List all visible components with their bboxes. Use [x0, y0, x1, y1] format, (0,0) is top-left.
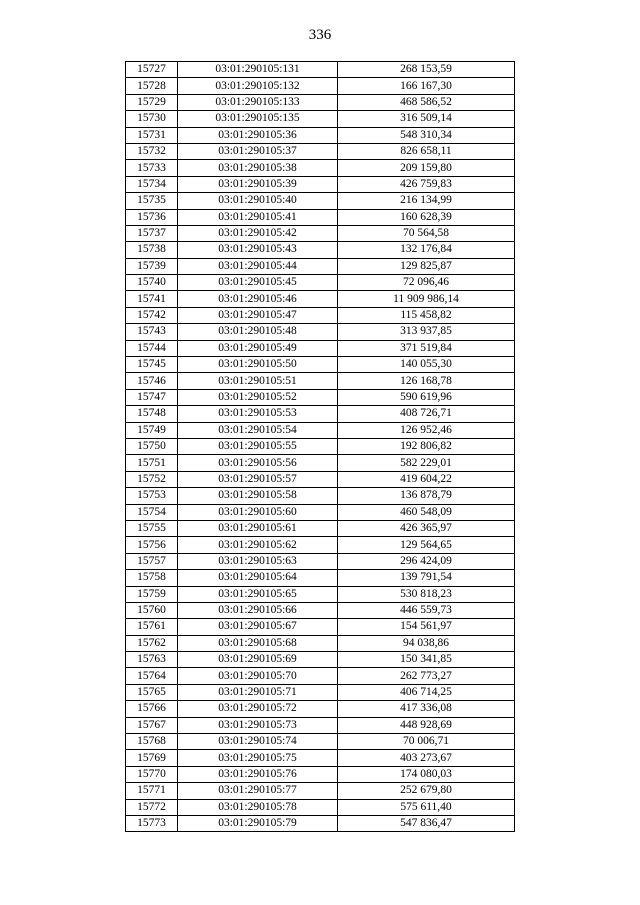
cadastral-number-cell: 03:01:290105:38 — [178, 160, 338, 176]
table-row — [126, 324, 515, 340]
cadastral-value-cell: 426 365,97 — [338, 520, 515, 536]
row-number-cell: 15749 — [126, 422, 178, 438]
table-row — [126, 602, 515, 618]
cadastral-number-cell: 03:01:290105:41 — [178, 209, 338, 225]
cadastral-number-cell: 03:01:290105:69 — [178, 652, 338, 668]
table-row — [126, 422, 515, 438]
cadastral-number-cell: 03:01:290105:40 — [178, 193, 338, 209]
cadastral-value-cell: 406 714,25 — [338, 684, 515, 700]
row-number-cell: 15758 — [126, 570, 178, 586]
cadastral-number-cell: 03:01:290105:78 — [178, 799, 338, 815]
table-row — [126, 389, 515, 405]
cadastral-number-cell: 03:01:290105:133 — [178, 94, 338, 110]
table-row — [126, 307, 515, 323]
table-row — [126, 520, 515, 536]
table-row — [126, 717, 515, 733]
row-number-cell: 15767 — [126, 717, 178, 733]
row-number-cell: 15766 — [126, 701, 178, 717]
cadastral-value-cell: 140 055,30 — [338, 357, 515, 373]
row-number-cell: 15771 — [126, 783, 178, 799]
cadastral-number-cell: 03:01:290105:45 — [178, 275, 338, 291]
cadastral-number-cell: 03:01:290105:74 — [178, 734, 338, 750]
row-number-cell: 15731 — [126, 127, 178, 143]
cadastral-value-cell: 174 080,03 — [338, 766, 515, 782]
cadastral-number-cell: 03:01:290105:64 — [178, 570, 338, 586]
cadastral-number-cell: 03:01:290105:79 — [178, 815, 338, 831]
row-number-cell: 15768 — [126, 734, 178, 750]
cadastral-value-table — [125, 61, 515, 832]
table-row — [126, 160, 515, 176]
cadastral-number-cell: 03:01:290105:56 — [178, 455, 338, 471]
cadastral-number-cell: 03:01:290105:135 — [178, 111, 338, 127]
cadastral-value-cell: 252 679,80 — [338, 783, 515, 799]
row-number-cell: 15740 — [126, 275, 178, 291]
cadastral-number-cell: 03:01:290105:39 — [178, 176, 338, 192]
table-row — [126, 537, 515, 553]
cadastral-value-cell: 826 658,11 — [338, 143, 515, 159]
row-number-cell: 15738 — [126, 242, 178, 258]
cadastral-number-cell: 03:01:290105:73 — [178, 717, 338, 733]
table-row — [126, 242, 515, 258]
cadastral-value-cell: 313 937,85 — [338, 324, 515, 340]
table-row — [126, 619, 515, 635]
table-row — [126, 176, 515, 192]
table-row — [126, 734, 515, 750]
table-row — [126, 815, 515, 831]
table-row — [126, 78, 515, 94]
cadastral-value-cell: 296 424,09 — [338, 553, 515, 569]
row-number-cell: 15756 — [126, 537, 178, 553]
cadastral-value-cell: 160 628,39 — [338, 209, 515, 225]
cadastral-value-cell: 136 878,79 — [338, 488, 515, 504]
row-number-cell: 15727 — [126, 62, 178, 78]
cadastral-value-cell: 115 458,82 — [338, 307, 515, 323]
cadastral-value-cell: 139 791,54 — [338, 570, 515, 586]
row-number-cell: 15770 — [126, 766, 178, 782]
table-row — [126, 488, 515, 504]
row-number-cell: 15743 — [126, 324, 178, 340]
row-number-cell: 15759 — [126, 586, 178, 602]
page-number: 336 — [308, 27, 332, 43]
row-number-cell: 15736 — [126, 209, 178, 225]
table-row — [126, 750, 515, 766]
table-row — [126, 701, 515, 717]
row-number-cell: 15773 — [126, 815, 178, 831]
row-number-cell: 15761 — [126, 619, 178, 635]
row-number-cell: 15746 — [126, 373, 178, 389]
row-number-cell: 15739 — [126, 258, 178, 274]
cadastral-number-cell: 03:01:290105:49 — [178, 340, 338, 356]
row-number-cell: 15762 — [126, 635, 178, 651]
cadastral-number-cell: 03:01:290105:66 — [178, 602, 338, 618]
table-row — [126, 406, 515, 422]
table-row — [126, 668, 515, 684]
cadastral-value-cell: 417 336,08 — [338, 701, 515, 717]
cadastral-number-cell: 03:01:290105:53 — [178, 406, 338, 422]
table-row — [126, 209, 515, 225]
row-number-cell: 15757 — [126, 553, 178, 569]
table-row — [126, 225, 515, 241]
row-number-cell: 15769 — [126, 750, 178, 766]
cadastral-value-cell: 129 564,65 — [338, 537, 515, 553]
cadastral-value-cell: 166 167,30 — [338, 78, 515, 94]
row-number-cell: 15748 — [126, 406, 178, 422]
cadastral-number-cell: 03:01:290105:57 — [178, 471, 338, 487]
table-row — [126, 258, 515, 274]
cadastral-number-cell: 03:01:290105:71 — [178, 684, 338, 700]
row-number-cell: 15772 — [126, 799, 178, 815]
row-number-cell: 15741 — [126, 291, 178, 307]
cadastral-number-cell: 03:01:290105:48 — [178, 324, 338, 340]
table-row — [126, 438, 515, 454]
cadastral-number-cell: 03:01:290105:70 — [178, 668, 338, 684]
cadastral-value-cell: 403 273,67 — [338, 750, 515, 766]
table-row — [126, 111, 515, 127]
row-number-cell: 15763 — [126, 652, 178, 668]
cadastral-number-cell: 03:01:290105:75 — [178, 750, 338, 766]
cadastral-value-cell: 468 586,52 — [338, 94, 515, 110]
cadastral-number-cell: 03:01:290105:67 — [178, 619, 338, 635]
table-row — [126, 455, 515, 471]
row-number-cell: 15764 — [126, 668, 178, 684]
row-number-cell: 15733 — [126, 160, 178, 176]
table-row — [126, 275, 515, 291]
row-number-cell: 15730 — [126, 111, 178, 127]
table-row — [126, 504, 515, 520]
cadastral-value-cell: 154 561,97 — [338, 619, 515, 635]
cadastral-number-cell: 03:01:290105:61 — [178, 520, 338, 536]
cadastral-number-cell: 03:01:290105:77 — [178, 783, 338, 799]
cadastral-value-cell: 150 341,85 — [338, 652, 515, 668]
cadastral-number-cell: 03:01:290105:60 — [178, 504, 338, 520]
cadastral-value-cell: 419 604,22 — [338, 471, 515, 487]
table-row — [126, 570, 515, 586]
table-body — [126, 62, 515, 832]
row-number-cell: 15754 — [126, 504, 178, 520]
cadastral-number-cell: 03:01:290105:63 — [178, 553, 338, 569]
table-row — [126, 553, 515, 569]
table-row — [126, 193, 515, 209]
cadastral-number-cell: 03:01:290105:44 — [178, 258, 338, 274]
cadastral-value-cell: 408 726,71 — [338, 406, 515, 422]
table-row — [126, 635, 515, 651]
cadastral-number-cell: 03:01:290105:42 — [178, 225, 338, 241]
cadastral-number-cell: 03:01:290105:132 — [178, 78, 338, 94]
row-number-cell: 15765 — [126, 684, 178, 700]
row-number-cell: 15744 — [126, 340, 178, 356]
cadastral-number-cell: 03:01:290105:65 — [178, 586, 338, 602]
cadastral-number-cell: 03:01:290105:54 — [178, 422, 338, 438]
cadastral-number-cell: 03:01:290105:76 — [178, 766, 338, 782]
table-row — [126, 340, 515, 356]
cadastral-value-cell: 129 825,87 — [338, 258, 515, 274]
cadastral-value-cell: 209 159,80 — [338, 160, 515, 176]
cadastral-value-cell: 448 928,69 — [338, 717, 515, 733]
row-number-cell: 15760 — [126, 602, 178, 618]
cadastral-value-cell: 268 153,59 — [338, 62, 515, 78]
cadastral-value-cell: 72 096,46 — [338, 275, 515, 291]
cadastral-number-cell: 03:01:290105:47 — [178, 307, 338, 323]
row-number-cell: 15751 — [126, 455, 178, 471]
table-row — [126, 684, 515, 700]
cadastral-number-cell: 03:01:290105:51 — [178, 373, 338, 389]
cadastral-value-cell: 126 952,46 — [338, 422, 515, 438]
cadastral-number-cell: 03:01:290105:52 — [178, 389, 338, 405]
table-row — [126, 94, 515, 110]
table-row — [126, 586, 515, 602]
cadastral-value-cell: 460 548,09 — [338, 504, 515, 520]
cadastral-number-cell: 03:01:290105:58 — [178, 488, 338, 504]
cadastral-value-cell: 446 559,73 — [338, 602, 515, 618]
cadastral-number-cell: 03:01:290105:55 — [178, 438, 338, 454]
row-number-cell: 15732 — [126, 143, 178, 159]
table-row — [126, 471, 515, 487]
cadastral-value-cell: 316 509,14 — [338, 111, 515, 127]
table-row — [126, 62, 515, 78]
cadastral-value-cell: 426 759,83 — [338, 176, 515, 192]
cadastral-value-cell: 70 006,71 — [338, 734, 515, 750]
row-number-cell: 15735 — [126, 193, 178, 209]
table-row — [126, 652, 515, 668]
cadastral-value-cell: 11 909 986,14 — [338, 291, 515, 307]
cadastral-value-cell: 575 611,40 — [338, 799, 515, 815]
table-row — [126, 291, 515, 307]
cadastral-value-cell: 70 564,58 — [338, 225, 515, 241]
table-row — [126, 783, 515, 799]
row-number-cell: 15745 — [126, 357, 178, 373]
row-number-cell: 15728 — [126, 78, 178, 94]
row-number-cell: 15750 — [126, 438, 178, 454]
row-number-cell: 15729 — [126, 94, 178, 110]
cadastral-number-cell: 03:01:290105:62 — [178, 537, 338, 553]
row-number-cell: 15737 — [126, 225, 178, 241]
cadastral-value-cell: 126 168,78 — [338, 373, 515, 389]
cadastral-value-cell: 371 519,84 — [338, 340, 515, 356]
cadastral-value-cell: 132 176,84 — [338, 242, 515, 258]
cadastral-value-cell: 262 773,27 — [338, 668, 515, 684]
cadastral-value-cell: 582 229,01 — [338, 455, 515, 471]
table-row — [126, 357, 515, 373]
cadastral-value-cell: 94 038,86 — [338, 635, 515, 651]
table-row — [126, 127, 515, 143]
row-number-cell: 15742 — [126, 307, 178, 323]
row-number-cell: 15747 — [126, 389, 178, 405]
cadastral-number-cell: 03:01:290105:72 — [178, 701, 338, 717]
cadastral-value-cell: 547 836,47 — [338, 815, 515, 831]
cadastral-value-cell: 192 806,82 — [338, 438, 515, 454]
row-number-cell: 15752 — [126, 471, 178, 487]
table-row — [126, 799, 515, 815]
cadastral-value-cell: 590 619,96 — [338, 389, 515, 405]
cadastral-value-cell: 530 818,23 — [338, 586, 515, 602]
row-number-cell: 15734 — [126, 176, 178, 192]
cadastral-number-cell: 03:01:290105:43 — [178, 242, 338, 258]
cadastral-value-cell: 216 134,99 — [338, 193, 515, 209]
table-row — [126, 143, 515, 159]
cadastral-number-cell: 03:01:290105:36 — [178, 127, 338, 143]
row-number-cell: 15753 — [126, 488, 178, 504]
cadastral-value-cell: 548 310,34 — [338, 127, 515, 143]
row-number-cell: 15755 — [126, 520, 178, 536]
cadastral-number-cell: 03:01:290105:131 — [178, 62, 338, 78]
cadastral-number-cell: 03:01:290105:46 — [178, 291, 338, 307]
cadastral-number-cell: 03:01:290105:37 — [178, 143, 338, 159]
cadastral-number-cell: 03:01:290105:50 — [178, 357, 338, 373]
table-row — [126, 766, 515, 782]
cadastral-number-cell: 03:01:290105:68 — [178, 635, 338, 651]
table-row — [126, 373, 515, 389]
